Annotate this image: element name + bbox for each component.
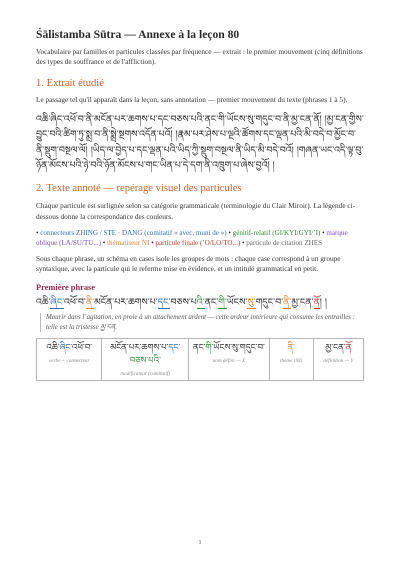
legend-connectors: connecteurs ZHING / STE · DANG (comitatif « avec, muni de ») — [40, 228, 227, 237]
legend-bullet: • — [101, 238, 108, 247]
segment-cell — [189, 339, 270, 381]
section-1-text: Le passage tel qu'il apparaît dans la leçon, sans annotation — premier mouvement du texte (phrases 1 à 5). — [36, 95, 348, 105]
segment-text: མྱ་ངན་ནོ — [325, 343, 352, 354]
legend-bullet: • — [36, 228, 41, 237]
segment-label: modificateur (comitatif) — [120, 371, 171, 378]
segment-label: définition — Y — [323, 358, 354, 365]
token: ནང་ — [204, 296, 219, 308]
particle-genitive: གི་ — [218, 296, 227, 308]
particle-oblique: སུ་ — [247, 296, 256, 308]
token: འཕོ་ — [63, 296, 78, 308]
segment-cell — [313, 339, 363, 381]
section-2-heading: 2. Texte annoté — repérage visuel des particules — [36, 183, 242, 195]
particle-final: ནོ — [313, 296, 320, 308]
legend-topic-marker: thématiseur NI — [107, 238, 150, 247]
particle-comitative: དང་ — [157, 296, 171, 308]
segment-text: ནང་གི་ཡོངས་སུ་གདུང་བ་ — [192, 343, 265, 354]
segment-cell — [102, 339, 189, 381]
segment-row — [37, 339, 364, 381]
segment-label: thème (NI) — [280, 358, 303, 365]
segment-text: འཆི་ཞིང་འཕོ་བ་ — [46, 343, 93, 354]
token: ཡོངས་ — [226, 296, 248, 308]
legend-bullet: • — [149, 238, 156, 247]
tibetan-passage: འཆི་ཞིང་འཕོ་བ་ནི་མངོན་པར་ཆགས་པ་དང་བཅས་པའི་ནང་གི་ཡོངས་སུ་གདུང་བ་ནི་མྱ་ངན་ནོ། །མྱ་ངན་གྱིས་བྱུང་བའི་ཚིག་ཏུ་སྨྲ་བ་ནི་སྨྲེ་སྔགས་འདོན་པའོ། །རྣམ་པར་ཤེས་པ་ལྔའི་ཚོགས་དང་ལྡན་པའི་མི་བདེ་བ་མྱོང་བ་ནི་སྡུག་བསྔལ་ལོ། །ཡིད་ལ་བྱེད་པ་དང་ལྡན་པའི་ཡིད་ཀྱི་སྡུག་བསྔལ་ནི་ཡིད་མི་བདེ་བའོ། །གཞན་ཡང་འདི་ལྟ་བུ་ཉོན་མོངས་པའི་ཉེ་བའི་ཉོན་མོངས་པ་གང་ཡིན་པ་དེ་དག་ནི་འཁྲུག་པ་ཞེས་བྱའོ། ། — [36, 113, 364, 172]
legend-bullet: • — [240, 238, 247, 247]
segment-label: nom défini — X — [212, 358, 246, 365]
legend-bullet: • — [320, 228, 327, 237]
segment-text: ནི་ — [287, 343, 295, 354]
segment-label: verbe + connecteur — [48, 358, 90, 365]
section-2-text: Chaque particule est surlignée selon sa catégorie grammaticale (terminologie du Clair Miroir). La légende ci-dessous donne la correspondance des couleurs. — [36, 201, 356, 221]
segment-cell — [37, 339, 102, 381]
legend-bullet: • — [226, 228, 233, 237]
particle-topic: ནི་ — [85, 296, 95, 308]
token: བ་ — [77, 296, 86, 308]
color-legend — [36, 228, 364, 248]
section-2-text-2: Sous chaque phrase, un schéma en cases isole les groupes de mots : chaque case correspond à un groupe syntaxique, avec la particule qui le referme mise en évidence, et un intitulé grammatical en petit. — [36, 253, 341, 274]
shad-punctuation: ། ། — [319, 296, 327, 308]
segment-text: མངོན་པར་ཆགས་པ་དང་བཅས་པའི་ — [110, 343, 181, 367]
first-sentence-heading: Première phrase — [36, 282, 95, 292]
legend-oblique: marque oblique (LA/SU/TU...) — [36, 228, 348, 247]
segment-table — [36, 338, 364, 381]
document-title: Śālistamba Sūtra — Annexe à la leçon 80 — [36, 28, 240, 41]
token: མྱ་ངན་ — [291, 296, 314, 308]
token: བཅས་པ — [170, 296, 197, 308]
particle-genitive: འི་ — [196, 296, 205, 308]
segment-cell — [269, 339, 313, 381]
annotated-sentence — [36, 296, 364, 310]
legend-genitive: génitif-relatif (GI/KYI/GYI/’I) — [232, 228, 321, 237]
sentence-translation: Mourir dans l’agitation, en proie à un attachement ardent — cette ardeur intérieure qui consume les entrailles : telle est la tristesse མྱ་ངན. — [40, 313, 364, 333]
particle-topic: ནི་ — [283, 296, 292, 308]
token: མངོན་པར་ཆགས་པ་ — [94, 296, 158, 308]
token: འཆི་ — [36, 296, 51, 308]
section-1-heading: 1. Extrait étudié — [36, 77, 104, 89]
particle-connector: ཞིང་ — [50, 296, 64, 308]
token: གདུང་བ་ — [255, 296, 284, 308]
page-number: 1 — [198, 540, 202, 546]
legend-quotation: particule de citation ZHES — [246, 238, 323, 247]
intro-paragraph: Vocabulaire par familles et particules classées par fréquence — extrait : le premier mouvement (cinq définitions des types de souffrance et de l'affliction). — [36, 46, 363, 67]
legend-final-particle: particule finale (’O/LO/TO...) — [155, 238, 241, 247]
